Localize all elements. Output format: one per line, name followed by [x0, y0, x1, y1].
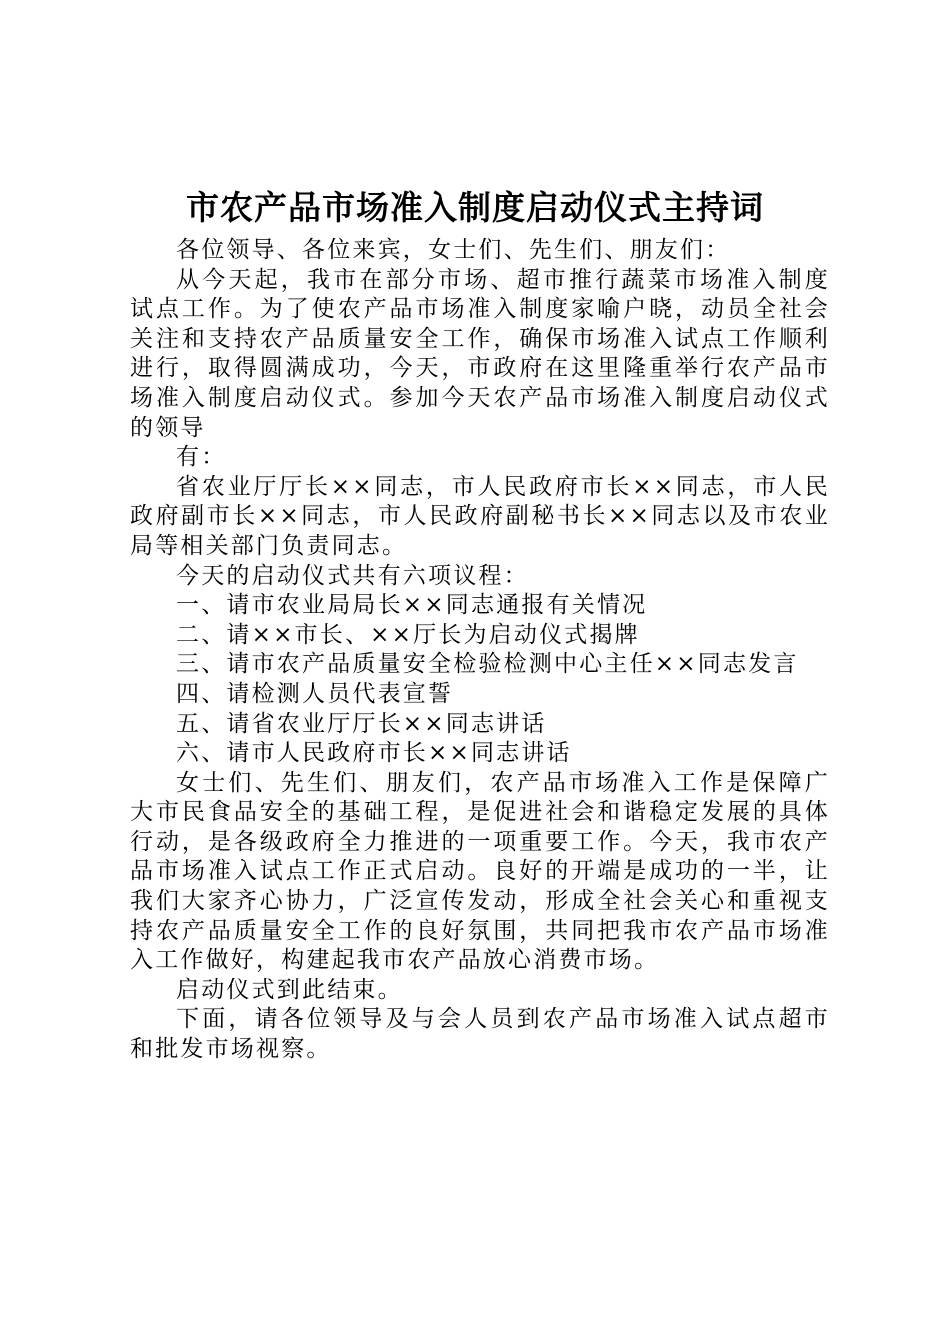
agenda-item: 五、请省农业厅厅长××同志讲话 — [176, 710, 547, 737]
opening-paragraph: 从今天起，我市在部分市场、超市推行蔬菜市场准入制度试点工作。为了使农产品市场准入制度家喻户晓，动员全社会关注和支持农产品质量安全工作，确保市场准入试点工作顺利进行，取得圆满成功，今天，市政府在这里隆重举行农产品市场准入制度启动仪式。参加今天农产品市场准入制度启动仪式的领导 — [130, 266, 830, 441]
agenda-item: 二、请××市长、××厅长为启动仪式揭牌 — [176, 621, 640, 648]
agenda-item: 一、请市农业局局长××同志通报有关情况 — [176, 592, 648, 619]
document-title: 市农产品市场准入制度启动仪式主持词 — [186, 188, 764, 227]
attendees-intro-paragraph: 有： — [176, 444, 227, 471]
document-body — [130, 236, 830, 1065]
agenda-item: 四、请检测人员代表宣誓 — [176, 680, 454, 707]
greeting-paragraph: 各位领导、各位来宾，女士们、先生们、朋友们： — [176, 237, 731, 263]
agenda-item: 六、请市人民政府市长××同志讲话 — [176, 740, 572, 767]
closing-remarks-paragraph: 女士们、先生们、朋友们，农产品市场准入工作是保障广大市民食品安全的基础工程，是促进社会和谐稳定发展的具体行动，是各级政府全力推进的一项重要工作。今天，我市农产品市场准入试点工作正式启动。良好的开端是成功的一半，让我们大家齐心协力，广泛宣传发动，形成全社会关心和重视支持农产品质量安全工作的良好氛围，共同把我市农产品市场准入工作做好，构建起我市农产品放心消费市场。 — [130, 769, 830, 974]
agenda-intro-paragraph: 今天的启动仪式共有六项议程： — [176, 562, 529, 589]
agenda-item: 三、请市农产品质量安全检验检测中心主任××同志发言 — [176, 651, 799, 678]
attendees-list-paragraph: 省农业厅厅长××同志，市人民政府市长××同志，市人民政府副市长××同志，市人民政府副秘书长××同志以及市农业局等相关部门负责同志。 — [130, 473, 830, 559]
inspection-paragraph: 下面，请各位领导及与会人员到农产品市场准入试点超市和批发市场视察。 — [130, 1006, 830, 1063]
ceremony-end-paragraph: 启动仪式到此结束。 — [176, 976, 403, 1003]
